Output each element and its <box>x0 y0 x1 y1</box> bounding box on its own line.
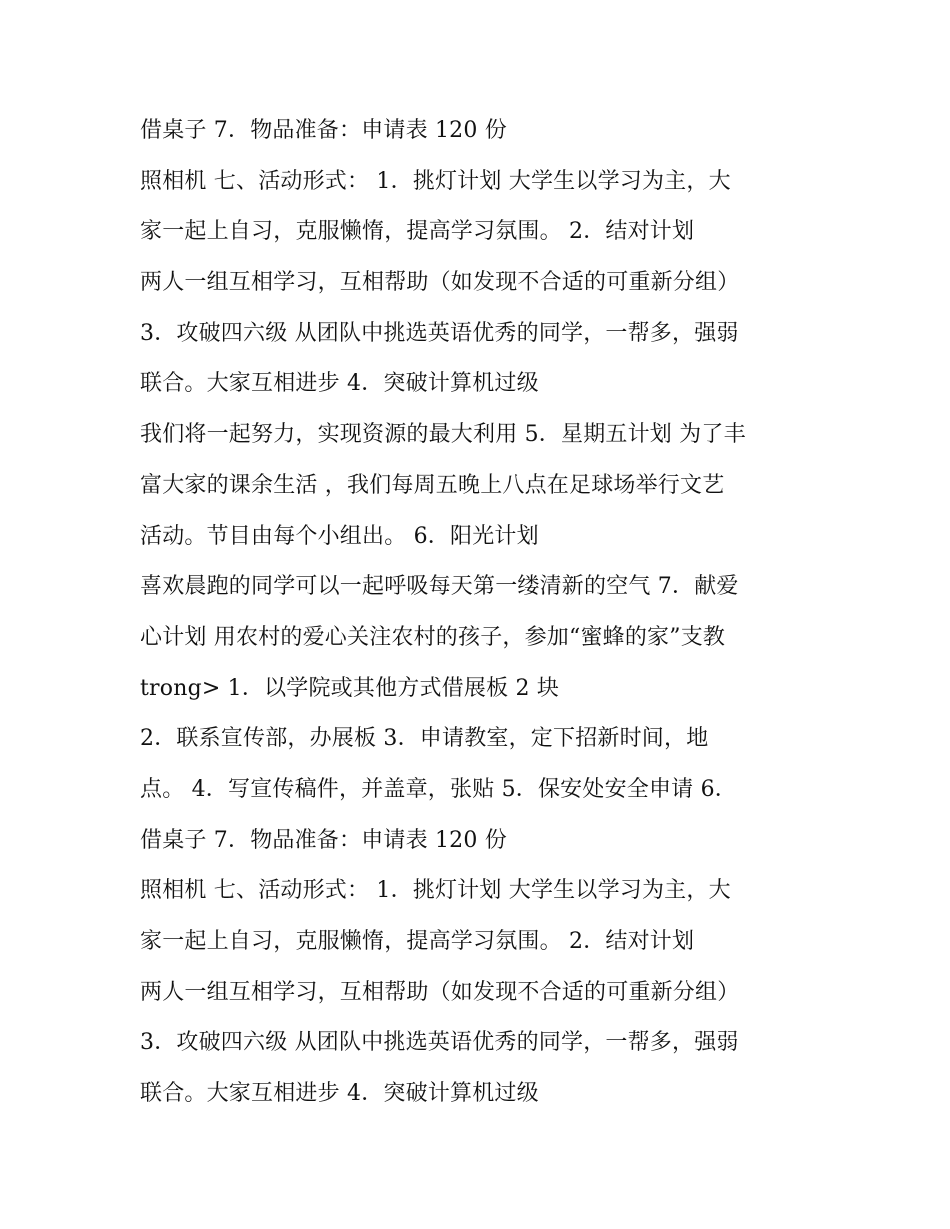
text-line: 家一起上自习，克服懒惰，提高学习氛围。 2．结对计划 <box>140 929 695 954</box>
text-line: 心计划 用农村的爱心关注农村的孩子，参加“蜜蜂的家”支教 <box>140 624 726 650</box>
text-line: 点。 4．写宣传稿件，并盖章，张贴 5．保安处安全申请 6． <box>140 776 737 802</box>
text-line: 喜欢晨跑的同学可以一起呼吸每天第一缕清新的空气 7．献爱 <box>140 574 739 600</box>
text-line: 富大家的课余生活 ，我们每周五晚上八点在足球场举行文艺 <box>140 472 725 498</box>
text-line: 2．联系宣传部，办展板 3．申请教室，定下招新时间，地 <box>140 726 709 752</box>
text-line: 联合。大家互相进步 4．突破计算机过级 <box>140 1081 539 1107</box>
text-line: 两人一组互相学习，互相帮助（如发现不合适的可重新分组） <box>140 270 740 296</box>
text-line: 借桌子 7．物品准备：申请表 120 份 <box>140 118 507 143</box>
text-line: 我们将一起努力，实现资源的最大利用 5．星期五计划 为了丰 <box>140 422 746 448</box>
text-line: 3．攻破四六级 从团队中挑选英语优秀的同学，一帮多，强弱 <box>140 1030 739 1056</box>
text-line: 活动。节目由每个小组出。 6．阳光计划 <box>140 523 539 549</box>
text-line: 联合。大家互相进步 4．突破计算机过级 <box>140 371 539 397</box>
text-line: 照相机 七、活动形式： 1．挑灯计划 大学生以学习为主，大 <box>140 878 731 904</box>
text-line: 3．攻破四六级 从团队中挑选英语优秀的同学，一帮多，强弱 <box>140 320 739 346</box>
text-line: 家一起上自习，克服懒惰，提高学习氛围。 2．结对计划 <box>140 219 695 245</box>
text-body <box>140 106 830 1120</box>
text-line: 两人一组互相学习，互相帮助（如发现不合适的可重新分组） <box>140 979 740 1005</box>
text-line: 借桌子 7．物品准备：申请表 120 份 <box>140 827 507 853</box>
text-line: trong> 1．以学院或其他方式借展板 2 块 <box>140 675 560 701</box>
text-line: 照相机 七、活动形式： 1．挑灯计划 大学生以学习为主，大 <box>140 168 731 194</box>
